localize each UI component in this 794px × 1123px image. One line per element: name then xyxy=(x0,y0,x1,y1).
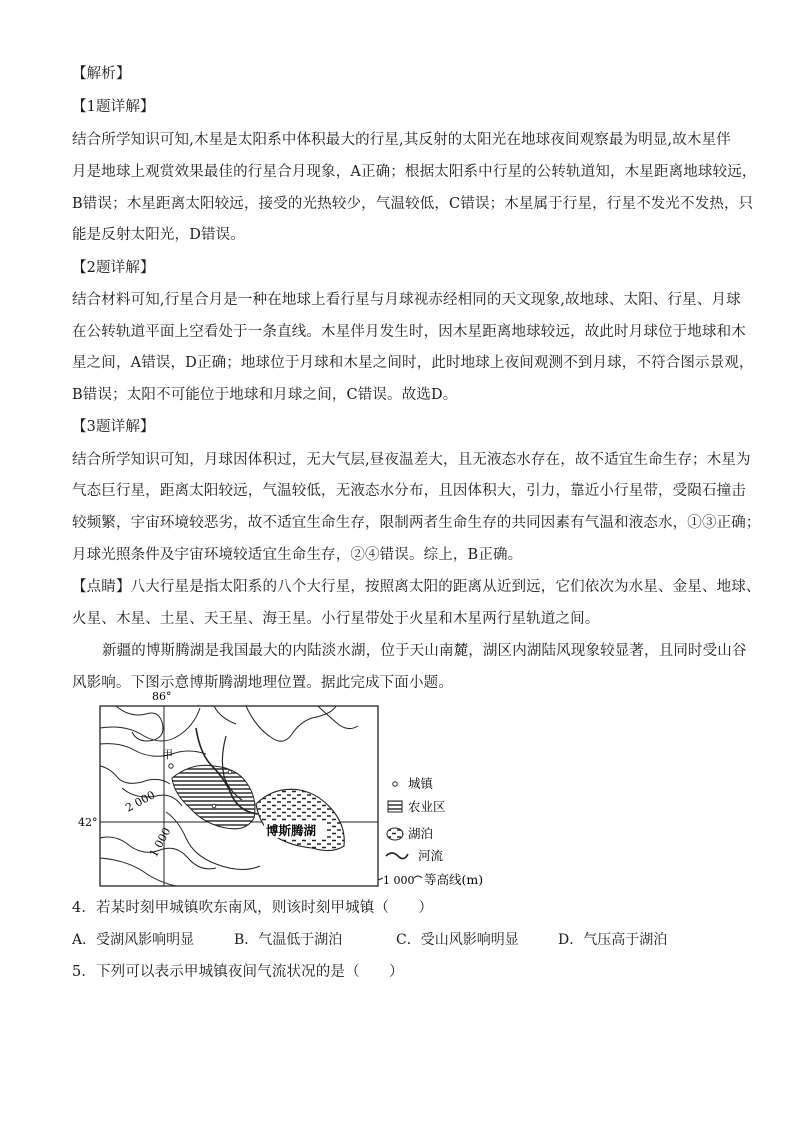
legend-town-label: 城镇 xyxy=(408,776,434,791)
map-legend xyxy=(378,776,483,887)
legend-contour-label: 等高线(m) xyxy=(424,872,484,887)
intro-line: 新疆的博斯腾湖是我国最大的内陆淡水湖，位于天山南麓，湖区内湖陆风现象较显著，且同时受山谷 xyxy=(102,643,747,659)
q2-line: 结合材料可知,行星合月是一种在地球上看行星与月球视赤经相同的天文现象,故地球、太阳、行星、月球 xyxy=(72,292,741,308)
question-5-stem: 5．下列可以表示甲城镇夜间气流状况的是（ ） xyxy=(72,964,404,980)
question-4-option-c[interactable]: C．受山风影响明显 xyxy=(396,932,519,948)
lake-label: 博斯腾湖 xyxy=(266,823,317,838)
q1-line: 能是反射太阳光，D错误。 xyxy=(72,227,245,243)
contour-2000-label: 2 000 xyxy=(123,788,158,815)
town-marker xyxy=(212,804,216,808)
legend-farm-icon xyxy=(388,801,402,812)
question-4-stem: 4．若某时刻甲城镇吹东南风，则该时刻甲城镇（ ） xyxy=(72,900,433,916)
q3-line: 较频繁，宇宙环境较恶劣，故不适宜生命生存，限制两者生命生存的共同因素有气温和液态水，①③正确； xyxy=(72,515,761,531)
legend-lake-icon xyxy=(387,828,403,840)
tips-line: 火星、木星、土星、天王星、海王星。小行星带处于火星和木星两行星轨道之间。 xyxy=(72,611,600,627)
legend-lake-label: 湖泊 xyxy=(408,826,434,841)
q1-line: B错误；木星距离太阳较远，接受的光热较少，气温较低，C错误；木星属于行星，行星不发光不发热，只 xyxy=(72,196,754,212)
tips-line: 【点睛】八大行星是指太阳系的八个大行星，按照离太阳的距离从近到远，它们依次为水星、金星、地球、 xyxy=(72,579,761,595)
legend-river-icon xyxy=(386,853,408,859)
q1-line: 结合所学知识可知,木星是太阳系中体积最大的行星,其反射的太阳光在地球夜间观察最为明显,故木星伴 xyxy=(72,132,731,148)
q2-line: B错误；太阳不可能位于地球和月球之间，C错误。故选D。 xyxy=(72,387,458,403)
q3-line: 月球光照条件及宇宙环境较适宜生命生存，②④错误。综上，B正确。 xyxy=(72,547,523,563)
legend-farm-label: 农业区 xyxy=(408,799,446,814)
q3-line: 气态巨行星，距离太阳较远，气温较低，无液态水分布，且因体积大，引力，靠近小行星带，受陨石撞击 xyxy=(72,483,746,499)
legend-contour-value: 1 000 xyxy=(383,874,415,887)
question-4-option-b[interactable]: B．气温低于湖泊 xyxy=(234,932,343,948)
bosten-lake xyxy=(256,789,344,850)
latitude-label: 42° xyxy=(78,816,98,829)
intro-line: 风影响。下图示意博斯腾湖地理位置。据此完成下面小题。 xyxy=(72,675,453,691)
question-4-option-a[interactable]: A．受湖风影响明显 xyxy=(72,932,195,948)
legend-town-icon xyxy=(393,782,397,786)
contour-1000-label: 1 000 xyxy=(147,825,174,860)
question-4-option-d[interactable]: D．气压高于湖泊 xyxy=(558,932,668,948)
town-marker xyxy=(228,770,232,774)
q2-line: 在公转轨道平面上空看处于一条直线。木星伴月发生时，因木星距离地球较远，故此时月球位于地球和木 xyxy=(72,324,746,340)
bosten-lake-map xyxy=(78,688,496,892)
longitude-label: 86° xyxy=(152,690,172,703)
q2-line: 星之间，A错误，D正确；地球位于月球和木星之间时，此时地球上夜间观测不到月球，不符合图示景观， xyxy=(72,355,754,371)
legend-river-label: 河流 xyxy=(418,848,444,863)
agricultural-area xyxy=(172,765,255,829)
town-jia-label: 甲 xyxy=(162,748,173,761)
q3-line: 结合所学知识可知，月球因体积过，无大气层,昼夜温差大，且无液态水存在，故不适宜生命生存；木星为 xyxy=(72,452,751,468)
q3-heading: 【3题详解】 xyxy=(72,419,155,435)
town-jia-marker xyxy=(169,764,173,768)
q1-heading: 【1题详解】 xyxy=(72,99,155,115)
q1-line: 月是地球上观赏效果最佳的行星合月现象，A正确；根据太阳系中行星的公转轨道知，木星距离地球较远， xyxy=(72,164,757,180)
analysis-title: 【解析】 xyxy=(72,66,131,82)
q2-heading: 【2题详解】 xyxy=(72,260,155,276)
